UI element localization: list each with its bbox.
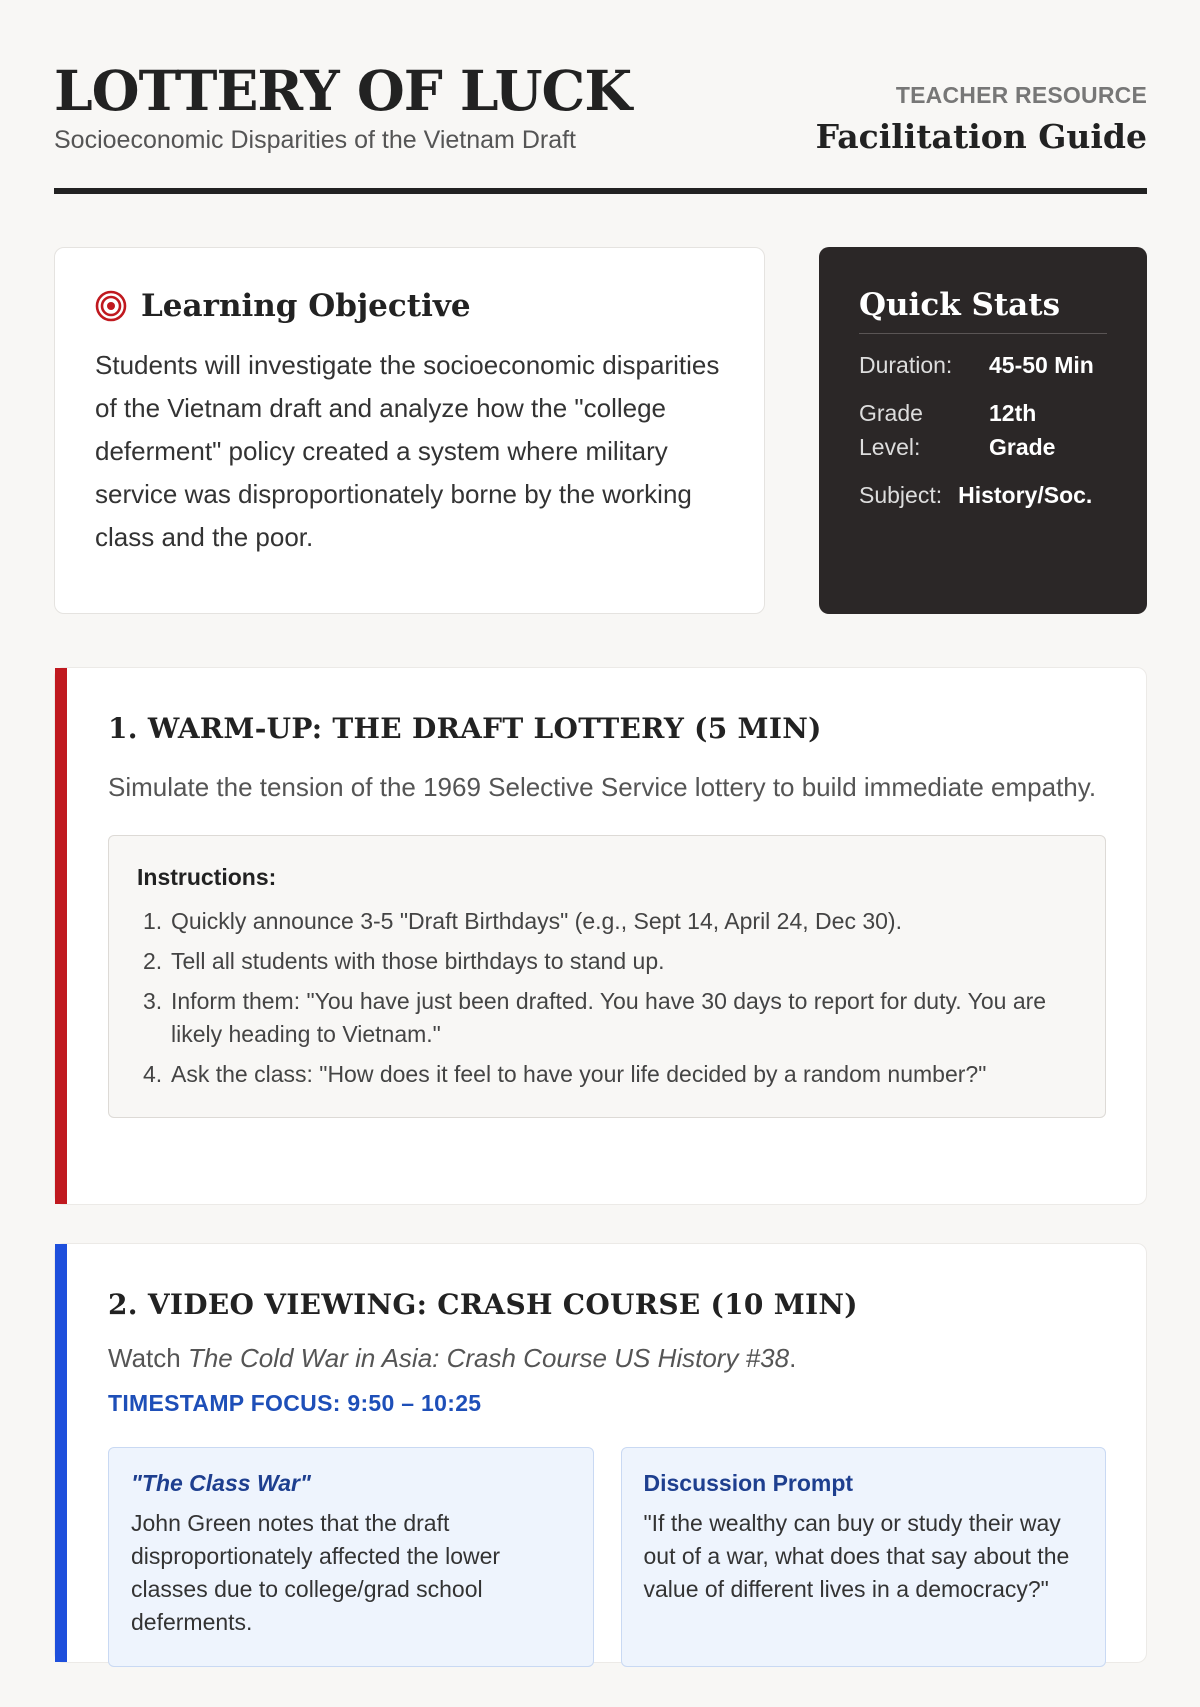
stat-row-duration [859, 348, 1107, 382]
section-title: 2. VIDEO VIEWING: CRASH COURSE (10 MIN) [108, 1288, 858, 1321]
page-subtitle: Socioeconomic Disparities of the Vietnam Draft [54, 126, 576, 154]
section-description: Simulate the tension of the 1969 Selective Service lottery to build immediate empathy. [108, 772, 1097, 802]
step-text: Inform them: "You have just been drafted. You have 30 days to report for duty. You are likely heading to Vietnam." [171, 988, 1047, 1047]
stat-row-grade [859, 396, 1107, 464]
stat-label: Subject: [859, 482, 943, 508]
watch-suffix: . [789, 1343, 797, 1373]
page [54, 0, 1147, 1635]
step-number: 3. [143, 988, 163, 1014]
class-war-box [108, 1447, 594, 1667]
section-accent-bar [55, 1244, 67, 1662]
target-icon [95, 290, 127, 322]
list-item [137, 945, 1079, 978]
learning-objective-card [54, 247, 765, 614]
stat-value: 45-50 Min [989, 352, 1094, 378]
step-text: Tell all students with those birthdays to stand up. [171, 948, 665, 974]
stats-title: Quick Stats [859, 287, 1107, 334]
resource-tag: TEACHER RESOURCE [895, 82, 1147, 108]
info-box-title: "The Class War" [131, 1470, 311, 1496]
guide-title: Facilitation Guide [815, 117, 1147, 156]
instructions-box [108, 835, 1106, 1118]
section-title: 1. WARM-UP: THE DRAFT LOTTERY (5 MIN) [108, 712, 822, 745]
info-box-text: John Green notes that the draft disproportionately affected the lower classes due to college/grad school deferments. [131, 1510, 501, 1635]
info-boxes [108, 1447, 1106, 1667]
video-title: The Cold War in Asia: Crash Course US History #38 [187, 1343, 790, 1373]
video-line [108, 1343, 1106, 1374]
step-text: Quickly announce 3-5 "Draft Birthdays" (e.g., Sept 14, April 24, Dec 30). [171, 908, 902, 934]
stat-label: Grade Level: [859, 400, 923, 460]
objective-text: Students will investigate the socioeconomic disparities of the Vietnam draft and analyze how the "college deferment" policy created a system where military service was disproportionately borne by the working class and the poor. [95, 350, 720, 552]
steps-list [137, 905, 1079, 1091]
stat-row-subject [859, 478, 1107, 512]
page-header [54, 0, 1147, 194]
timestamp-focus: TIMESTAMP FOCUS: 9:50 – 10:25 [108, 1390, 482, 1416]
step-number: 4. [143, 1061, 163, 1087]
stat-label: Duration: [859, 352, 953, 378]
info-box-text: "If the wealthy can buy or study their way out of a war, what does that say about the value of different lives in a democracy?" [643, 1510, 1070, 1602]
stat-value: History/Soc. [958, 482, 1093, 508]
instructions-label: Instructions: [137, 864, 277, 890]
section-warm-up [54, 667, 1147, 1205]
objective-title: Learning Objective [141, 288, 471, 324]
step-number: 2. [143, 948, 163, 974]
list-item [137, 985, 1079, 1051]
objective-header [95, 288, 724, 324]
discussion-prompt-box [621, 1447, 1107, 1667]
step-text: Ask the class: "How does it feel to have your life decided by a random number?" [171, 1061, 987, 1087]
step-number: 1. [143, 908, 163, 934]
section-accent-bar [55, 668, 67, 1204]
list-item [137, 905, 1079, 938]
info-box-title: Discussion Prompt [643, 1470, 854, 1496]
stat-value: 12th Grade [989, 400, 1056, 460]
header-meta [816, 82, 1147, 156]
watch-prefix: Watch [108, 1343, 181, 1373]
list-item [137, 1058, 1079, 1091]
section-video-viewing [54, 1243, 1147, 1663]
quick-stats-card [819, 247, 1147, 614]
page-title: LOTTERY OF LUCK [54, 58, 632, 123]
